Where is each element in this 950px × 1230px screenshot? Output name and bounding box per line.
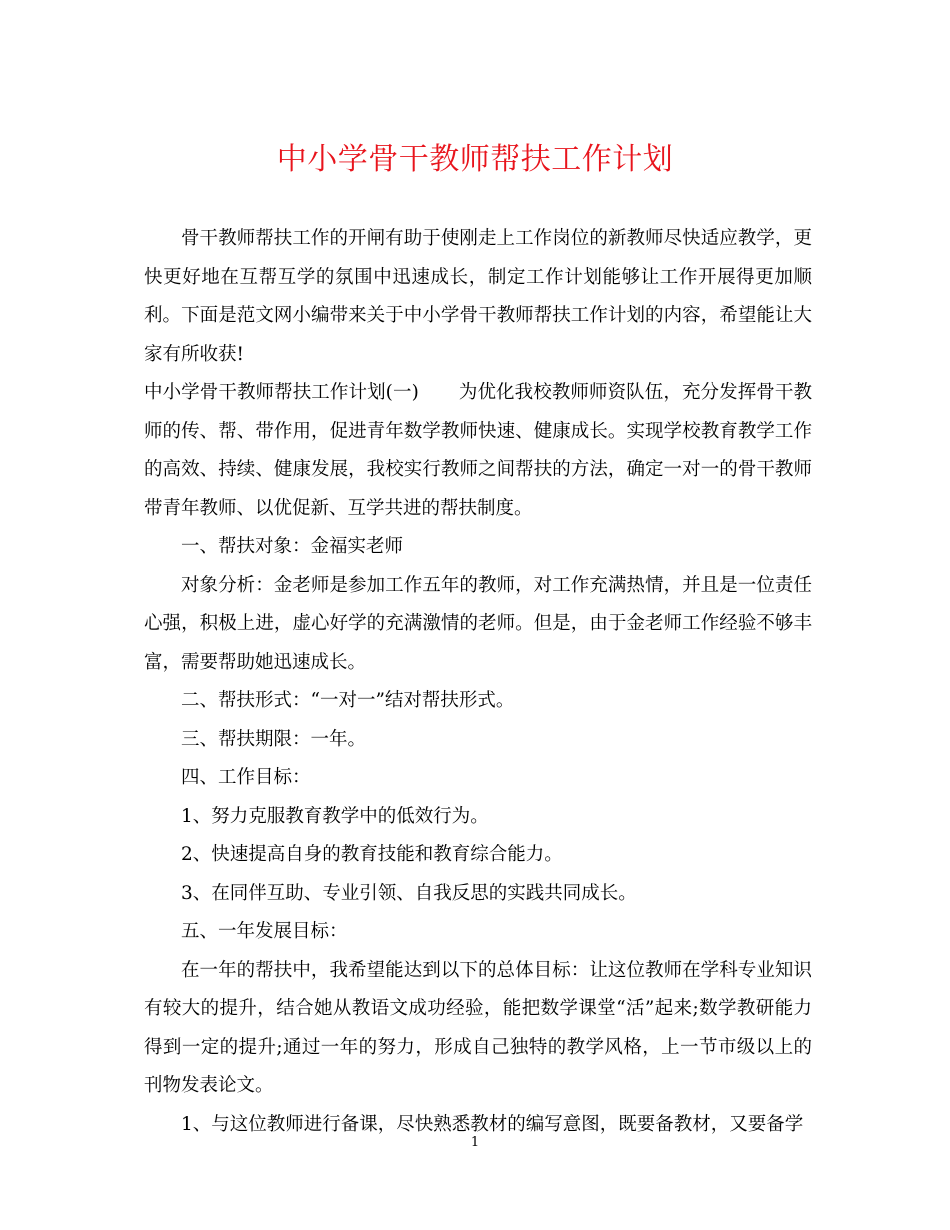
- section-intro: 为优化我校教师师资队伍，充分发挥骨干教师的传、帮、带作用，促进青年数学教师快速、健康成长。实现学校教育教学工作的高效、持续、健康发展，我校实行教师之间帮扶的方法，确定一对一的骨干教师带青年教师、以优促新、互学共进的帮扶制度。: [144, 382, 812, 519]
- paragraph: 对象分析：金老师是参加工作五年的教师，对工作充满热情，并且是一位责任心强，积极上进，虚心好学的充满激情的老师。但是，由于金老师工作经验不够丰富，需要帮助她迅速成长。: [144, 574, 812, 673]
- paragraph: 三、帮扶期限：一年。: [181, 728, 367, 750]
- paragraph: 一、帮扶对象：金福实老师: [181, 536, 404, 557]
- paragraph: 五、一年发展目标：: [181, 921, 348, 942]
- page-number: 1: [470, 1135, 480, 1150]
- document-body: [144, 220, 812, 1144]
- intro-paragraph: 骨干教师帮扶工作的开闸有助于使刚走上工作岗位的新教师尽快适应教学，更快更好地在互帮互学的氛围中迅速成长，制定工作计划能够让工作开展得更加顺利。下面是范文网小编带来关于中小学骨干教师帮扶工作计划的内容，希望能让大家有所收获!: [144, 228, 812, 365]
- document-title: 中小学骨干教师帮扶工作计划: [276, 142, 674, 177]
- paragraph: 2、快速提高自身的教育技能和教育综合能力。: [181, 844, 563, 865]
- section-heading: 中小学骨干教师帮扶工作计划(一): [144, 382, 419, 403]
- paragraph: 在一年的帮扶中，我希望能达到以下的总体目标：让这位教师在学科专业知识有较大的提升，结合她从教语文成功经验，能把数学课堂“活”起来;数学教研能力得到一定的提升;通过一年的努力，形成自己独特的教学风格，上一节市级以上的刊物发表论文。: [144, 959, 812, 1096]
- section-first-paragraph: [144, 374, 812, 528]
- paragraph: 四、工作目标：: [181, 767, 311, 788]
- paragraph: 1、努力克服教育教学中的低效行为。: [181, 805, 489, 827]
- paragraph: 1、与这位教师进行备课，尽快熟悉教材的编写意图，既要备教材，又要备学: [181, 1113, 804, 1135]
- paragraph: 二、帮扶形式：“一对一”结对帮扶形式。: [181, 690, 515, 711]
- paragraph: 3、在同伴互助、专业引领、自我反思的实践共同成长。: [181, 882, 637, 904]
